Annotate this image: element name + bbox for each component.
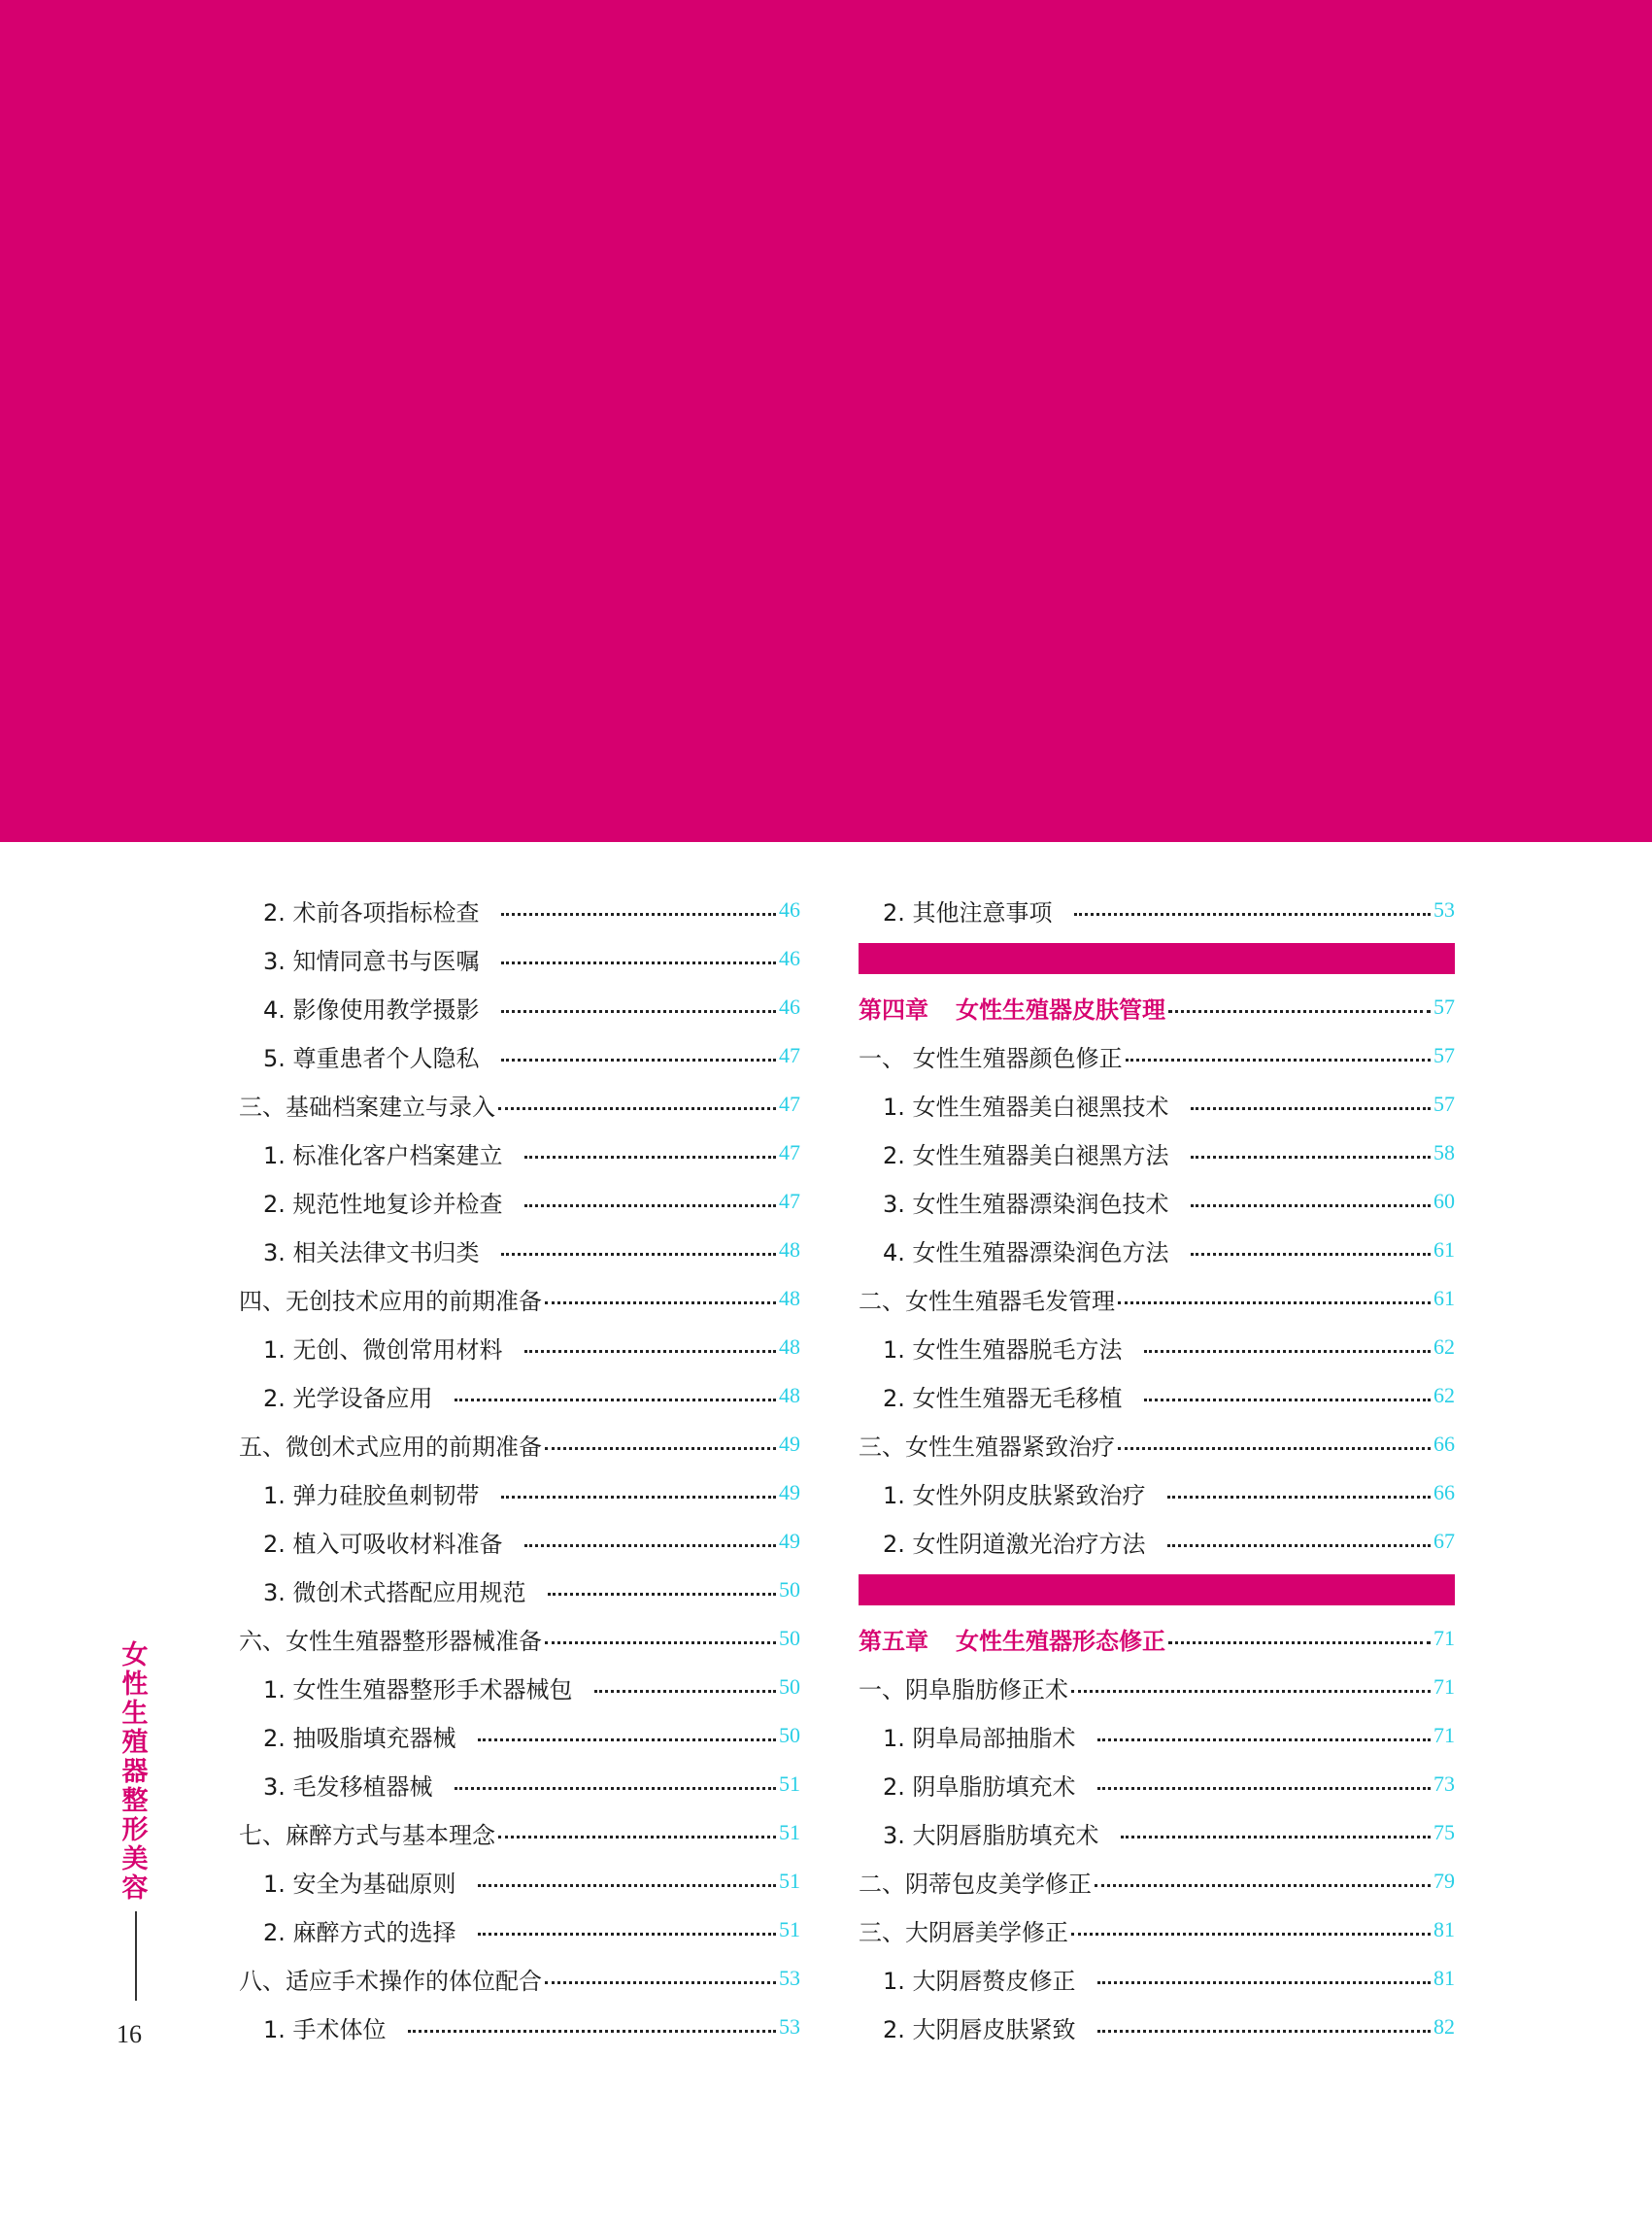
toc-entry[interactable]: [859, 1226, 1455, 1274]
toc-entry-page: 53: [779, 1966, 800, 1990]
toc-entry[interactable]: [859, 886, 1455, 934]
dot-leader: [524, 1204, 776, 1207]
running-title-char: 生: [121, 1699, 149, 1729]
toc-entry-text: 3. 女性生殖器漂染润色技术: [883, 1190, 1169, 1218]
toc-entry[interactable]: [859, 1517, 1455, 1566]
toc-entry[interactable]: [859, 1808, 1455, 1857]
toc-entry-page: 48: [779, 1383, 800, 1407]
toc-entry[interactable]: [239, 1323, 800, 1371]
toc-entry[interactable]: [859, 1954, 1455, 2003]
header-banner: [0, 0, 1652, 842]
toc-entry[interactable]: [239, 1468, 800, 1517]
toc-entry[interactable]: [239, 1663, 800, 1711]
toc-entry[interactable]: [859, 2003, 1455, 2051]
dot-leader: [1191, 1204, 1431, 1207]
toc-entry[interactable]: [239, 1226, 800, 1274]
toc-entry-page: 48: [779, 1334, 800, 1359]
dot-leader: [478, 1738, 776, 1741]
dot-leader: [501, 1253, 776, 1256]
toc-entry-text: 1. 女性生殖器美白褪黑技术: [883, 1093, 1169, 1121]
dot-leader: [498, 1107, 776, 1110]
toc-entry-text: 1. 女性外阴皮肤紧致治疗: [883, 1481, 1146, 1509]
dot-leader: [501, 961, 776, 964]
toc-entry-page: 79: [1433, 1869, 1455, 1893]
dot-leader: [1167, 1544, 1431, 1547]
toc-entry[interactable]: [859, 1711, 1455, 1760]
toc-entry[interactable]: [859, 1177, 1455, 1226]
toc-entry-page: 71: [1433, 1723, 1455, 1747]
dot-leader: [1144, 1350, 1431, 1353]
running-title-char: 性: [121, 1670, 149, 1700]
toc-right-column: [859, 886, 1455, 2051]
toc-entry[interactable]: [239, 1080, 800, 1129]
toc-entry-page: 57: [1433, 1043, 1455, 1067]
dot-leader: [1097, 1787, 1431, 1790]
dot-leader: [1095, 1884, 1431, 1887]
toc-entry-page: 46: [779, 995, 800, 1019]
toc-entry-page: 62: [1433, 1334, 1455, 1359]
toc-entry-text: 六、女性生殖器整形器械准备: [239, 1627, 542, 1655]
dot-leader: [1118, 1301, 1431, 1304]
toc-entry[interactable]: [859, 1420, 1455, 1468]
dot-leader: [455, 1399, 776, 1401]
chapter-divider-bar: [859, 1574, 1455, 1605]
toc-entry-page: 61: [1433, 1237, 1455, 1262]
dot-leader: [1144, 1399, 1431, 1401]
chapter-divider-bar: [859, 943, 1455, 974]
toc-entry-page: 73: [1433, 1771, 1455, 1796]
toc-entry-text: 2. 女性阴道激光治疗方法: [883, 1530, 1146, 1558]
toc-entry-page: 47: [779, 1189, 800, 1213]
toc-entry[interactable]: [239, 1031, 800, 1080]
dot-leader: [478, 1933, 776, 1936]
toc-entry[interactable]: [859, 1080, 1455, 1129]
toc-entry[interactable]: [239, 1954, 800, 2003]
chapter-heading[interactable]: [859, 1614, 1455, 1663]
toc-entry-text: 2. 其他注意事项: [883, 898, 1053, 927]
toc-entry-text: 1. 女性生殖器脱毛方法: [883, 1335, 1123, 1364]
dot-leader: [548, 1593, 776, 1596]
dot-leader: [545, 1301, 776, 1304]
toc-entry-text: 三、大阴唇美学修正: [859, 1918, 1068, 1946]
toc-entry[interactable]: [239, 1614, 800, 1663]
toc-entry-page: 71: [1433, 1674, 1455, 1699]
running-title-char: 女: [121, 1640, 149, 1670]
toc-entry-page: 51: [779, 1917, 800, 1941]
toc-entry-page: 58: [1433, 1140, 1455, 1164]
toc-entry[interactable]: [859, 1129, 1455, 1177]
dot-leader: [1121, 1836, 1431, 1838]
toc-entry[interactable]: [239, 934, 800, 983]
toc-entry-text: 1. 女性生殖器整形手术器械包: [263, 1675, 573, 1703]
toc-entry-page: 62: [1433, 1383, 1455, 1407]
dot-leader: [408, 2030, 776, 2033]
toc-entry-page: 57: [1433, 1092, 1455, 1116]
dot-leader: [1191, 1156, 1431, 1159]
toc-entry-text: 1. 手术体位: [263, 2015, 387, 2043]
toc-entry-text: 一、 女性生殖器颜色修正: [859, 1044, 1123, 1072]
dot-leader: [524, 1350, 776, 1353]
toc-entry-text: 三、女性生殖器紧致治疗: [859, 1433, 1115, 1461]
toc-left-column: [239, 886, 800, 2051]
toc-entry-page: 50: [779, 1674, 800, 1699]
dot-leader: [1097, 1738, 1431, 1741]
dot-leader: [501, 1496, 776, 1499]
toc-entry[interactable]: [239, 983, 800, 1031]
chapter-title: [859, 991, 1165, 1025]
dot-leader: [455, 1787, 776, 1790]
toc-entry-text: 八、适应手术操作的体位配合: [239, 1967, 542, 1995]
dot-leader: [1118, 1447, 1431, 1450]
spine-rule: [135, 1911, 137, 2001]
toc-entry[interactable]: [859, 1371, 1455, 1420]
chapter-page: 57: [1433, 995, 1455, 1019]
toc-entry[interactable]: [239, 1129, 800, 1177]
toc-entry-page: 46: [779, 897, 800, 922]
toc-entry-text: 2. 抽吸脂填充器械: [263, 1724, 456, 1752]
running-title-char: 形: [121, 1815, 149, 1845]
toc-entry-page: 47: [779, 1092, 800, 1116]
toc-entry-text: 3. 毛发移植器械: [263, 1772, 433, 1801]
toc-entry[interactable]: [239, 1711, 800, 1760]
toc-entry[interactable]: [239, 1857, 800, 1906]
toc-entry-text: 3. 大阴唇脂肪填充术: [883, 1821, 1099, 1849]
running-title-char: 器: [121, 1757, 149, 1787]
toc-entry-page: 51: [779, 1820, 800, 1844]
toc-entry-text: 2. 规范性地复诊并检查: [263, 1190, 503, 1218]
chapter-title: [859, 1622, 1165, 1656]
dot-leader: [1071, 1933, 1431, 1936]
dot-leader: [501, 1059, 776, 1062]
toc-entry-page: 53: [1433, 897, 1455, 922]
toc-entry[interactable]: [239, 1566, 800, 1614]
toc-entry-text: 5. 尊重患者个人隐私: [263, 1044, 480, 1072]
running-title-char: 整: [121, 1786, 149, 1816]
toc-entry-page: 50: [779, 1577, 800, 1602]
toc-entry-text: 4. 影像使用教学摄影: [263, 995, 480, 1024]
chapter-heading[interactable]: [859, 983, 1455, 1031]
toc-entry-page: 51: [779, 1869, 800, 1893]
toc-entry[interactable]: [859, 1906, 1455, 1954]
toc-entry[interactable]: [859, 1031, 1455, 1080]
toc-entry-text: 五、微创术式应用的前期准备: [239, 1433, 542, 1461]
toc-entry-page: 49: [779, 1480, 800, 1504]
toc-entry-text: 1. 无创、微创常用材料: [263, 1335, 503, 1364]
chapter-number: 第五章: [859, 1627, 928, 1655]
toc-entry[interactable]: [859, 1663, 1455, 1711]
toc-entry-text: 四、无创技术应用的前期准备: [239, 1287, 542, 1315]
toc-entry[interactable]: [239, 2003, 800, 2051]
dot-leader: [545, 1981, 776, 1984]
dot-leader: [524, 1544, 776, 1547]
toc-entry-page: 66: [1433, 1480, 1455, 1504]
toc-entry-page: 82: [1433, 2014, 1455, 2039]
toc-entry-text: 4. 女性生殖器漂染润色方法: [883, 1238, 1169, 1266]
toc-entry-page: 51: [779, 1771, 800, 1796]
dot-leader: [545, 1641, 776, 1644]
toc-entry-text: 二、阴蒂包皮美学修正: [859, 1870, 1092, 1898]
dot-leader: [1191, 1107, 1431, 1110]
toc-entry-text: 1. 安全为基础原则: [263, 1870, 456, 1898]
toc-entry-text: 2. 大阴唇皮肤紧致: [883, 2015, 1076, 2043]
dot-leader: [1191, 1253, 1431, 1256]
dot-leader: [1071, 1690, 1431, 1693]
dot-leader: [1074, 913, 1431, 916]
toc-entry-page: 50: [779, 1626, 800, 1650]
toc-entry-page: 81: [1433, 1966, 1455, 1990]
dot-leader: [501, 913, 776, 916]
dot-leader: [1168, 1010, 1431, 1013]
toc-entry-text: 3. 微创术式搭配应用规范: [263, 1578, 526, 1606]
toc-entry-page: 67: [1433, 1529, 1455, 1553]
chapter-name: 女性生殖器形态修正: [956, 1627, 1165, 1655]
running-title-char: 美: [121, 1844, 149, 1874]
chapter-page: 71: [1433, 1626, 1455, 1650]
toc-entry-text: 3. 相关法律文书归类: [263, 1238, 480, 1266]
toc-entry[interactable]: [239, 1177, 800, 1226]
toc-entry-page: 81: [1433, 1917, 1455, 1941]
toc-entry[interactable]: [239, 1274, 800, 1323]
page-number: 16: [117, 2020, 142, 2048]
toc-entry-text: 1. 弹力硅胶鱼刺韧带: [263, 1481, 480, 1509]
toc-entry-page: 49: [779, 1432, 800, 1456]
toc-entry-text: 1. 标准化客户档案建立: [263, 1141, 503, 1169]
toc-entry-text: 一、阴阜脂肪修正术: [859, 1675, 1068, 1703]
toc-entry[interactable]: [239, 1517, 800, 1566]
toc-entry[interactable]: [239, 886, 800, 934]
toc-entry-page: 66: [1433, 1432, 1455, 1456]
dot-leader: [545, 1447, 776, 1450]
toc-entry[interactable]: [859, 1760, 1455, 1808]
dot-leader: [1126, 1059, 1431, 1062]
toc-entry-text: 三、基础档案建立与录入: [239, 1093, 495, 1121]
chapter-number: 第四章: [859, 995, 928, 1024]
running-title-char: 殖: [121, 1728, 149, 1758]
dot-leader: [524, 1156, 776, 1159]
dot-leader: [498, 1836, 776, 1838]
toc-entry-text: 二、女性生殖器毛发管理: [859, 1287, 1115, 1315]
dot-leader: [1168, 1641, 1431, 1644]
dot-leader: [1167, 1496, 1431, 1499]
toc-entry[interactable]: [859, 1468, 1455, 1517]
toc-entry-text: 七、麻醉方式与基本理念: [239, 1821, 495, 1849]
toc-entry-text: 2. 阴阜脂肪填充术: [883, 1772, 1076, 1801]
toc-entry-page: 60: [1433, 1189, 1455, 1213]
toc-entry-page: 47: [779, 1043, 800, 1067]
dot-leader: [478, 1884, 776, 1887]
toc-entry[interactable]: [859, 1323, 1455, 1371]
toc-entry-text: 1. 大阴唇赘皮修正: [883, 1967, 1076, 1995]
chapter-name: 女性生殖器皮肤管理: [956, 995, 1165, 1024]
toc-entry[interactable]: [239, 1808, 800, 1857]
toc-entry[interactable]: [239, 1371, 800, 1420]
toc-entry-text: 2. 光学设备应用: [263, 1384, 433, 1412]
running-title-char: 容: [121, 1873, 149, 1904]
toc-entry[interactable]: [859, 1274, 1455, 1323]
toc-entry-text: 3. 知情同意书与医嘱: [263, 947, 480, 975]
toc-entry-page: 61: [1433, 1286, 1455, 1310]
toc-entry-page: 48: [779, 1237, 800, 1262]
toc-entry-text: 2. 女性生殖器无毛移植: [883, 1384, 1123, 1412]
toc-entry-text: 2. 麻醉方式的选择: [263, 1918, 456, 1946]
toc-entry-page: 53: [779, 2014, 800, 2039]
toc-entry-page: 49: [779, 1529, 800, 1553]
toc-entry-page: 47: [779, 1140, 800, 1164]
toc-entry-text: 2. 术前各项指标检查: [263, 898, 480, 927]
dot-leader: [594, 1690, 776, 1693]
running-title-vertical: [120, 1641, 150, 1904]
toc-entry-text: 2. 女性生殖器美白褪黑方法: [883, 1141, 1169, 1169]
toc-entry-page: 48: [779, 1286, 800, 1310]
dot-leader: [501, 1010, 776, 1013]
dot-leader: [1097, 2030, 1431, 2033]
toc-entry-page: 75: [1433, 1820, 1455, 1844]
toc-entry[interactable]: [239, 1906, 800, 1954]
toc-entry-text: 2. 植入可吸收材料准备: [263, 1530, 503, 1558]
toc-entry-page: 50: [779, 1723, 800, 1747]
dot-leader: [1097, 1981, 1431, 1984]
toc-entry[interactable]: [239, 1420, 800, 1468]
toc-entry[interactable]: [239, 1760, 800, 1808]
toc-entry-page: 46: [779, 946, 800, 970]
toc-entry[interactable]: [859, 1857, 1455, 1906]
toc-entry-text: 1. 阴阜局部抽脂术: [883, 1724, 1076, 1752]
